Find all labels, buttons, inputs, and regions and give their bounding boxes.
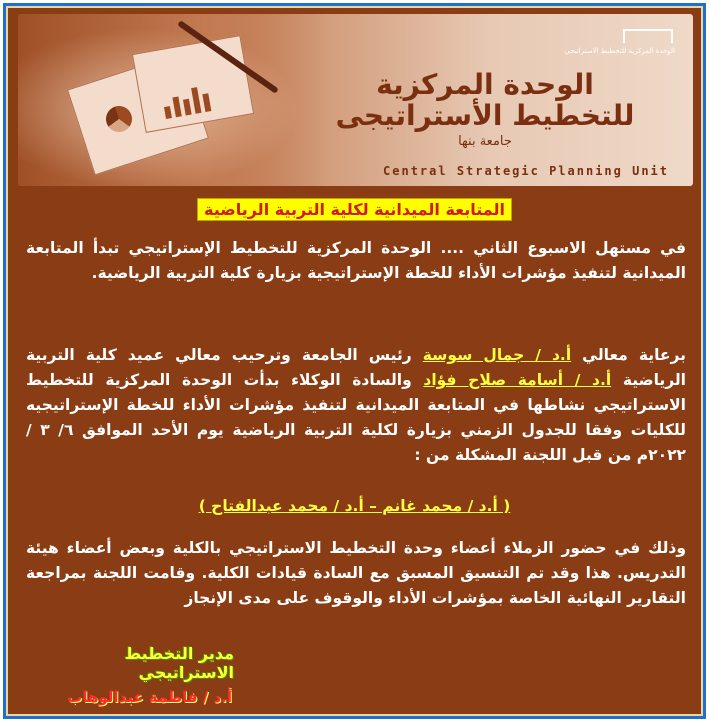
- logo-icon: [623, 29, 673, 43]
- page-frame: [3, 3, 706, 719]
- patronage-text-b: رئيس الجامعة وترحيب معالي عميد كلية التربية الرياضية: [26, 346, 686, 389]
- banner-photo: [18, 14, 328, 186]
- paragraph-attendance: وذلك في حضور الزملاء أعضاء وحدة التخطيط الاستراتيجي بالكلية وبعض أعضاء هيئة التدريس. هذا وقد تم التنسيق المسبق مع السادة قيادات الكلية. وقامت اللجنة بمراجعة التقارير النهائية الخاصة بمؤشرات الأداء والوقوف على مدى الإنجاز: [26, 539, 686, 607]
- header-banner: [18, 14, 693, 186]
- committee-members: ( أ.د / محمد غانم – أ.د / محمد عبدالفتاح ): [198, 497, 511, 515]
- patronage-text-c: والسادة الوكلاء بدأت الوحدة المركزية للتخطيط الاستراتيجي نشاطها في المتابعة الميدانية لتنفيذ مؤشرات الأداء للخطة الإستراتيجيه للكليات وفقا للجدول الزمني بزيارة لكلية التربية الرياضية يوم الأحد الموافق ٦/ ٣ /٢٠٢٢م من قبل اللجنة المشكلة من :: [26, 371, 686, 464]
- dean-name: أ.د / أسامة صلاح فؤاد: [423, 371, 612, 389]
- banner-title-english: Central Strategic Planning Unit: [383, 164, 669, 178]
- page-body: [6, 6, 703, 716]
- headline: المتابعة الميدانية لكلية التربية الرياضية: [197, 198, 512, 221]
- committee-row: [8, 496, 701, 515]
- banner-university: جامعة بنها: [458, 133, 512, 149]
- paragraph-patronage: [26, 343, 686, 468]
- banner-title-line1: الوحدة المركزية: [376, 68, 594, 101]
- signature-title: مدير التخطيط الاستراتيجي: [124, 644, 234, 682]
- paragraph-intro: في مستهل الاسبوع الثاني .... الوحدة المركزية للتخطيط الإستراتيجي تبدأ المتابعة الميدانية لتنفيذ مؤشرات الأداء للخطة الإستراتيجية بزيارة كلية التربية الرياضية.: [26, 239, 686, 282]
- headline-row: [8, 198, 701, 221]
- banner-title: [305, 70, 665, 148]
- unit-logo: [565, 28, 675, 68]
- logo-subtitle: الوحدة المركزية للتخطيط الاستراتيجى: [564, 47, 675, 55]
- signature-name: أ.د / فاطمة عبدالوهاب: [67, 688, 232, 706]
- patronage-text-a: برعاية معالي: [571, 346, 686, 364]
- banner-title-line2: للتخطيط الأستراتيجى: [335, 99, 635, 133]
- president-name: أ.د / جمال سوسة: [422, 346, 572, 364]
